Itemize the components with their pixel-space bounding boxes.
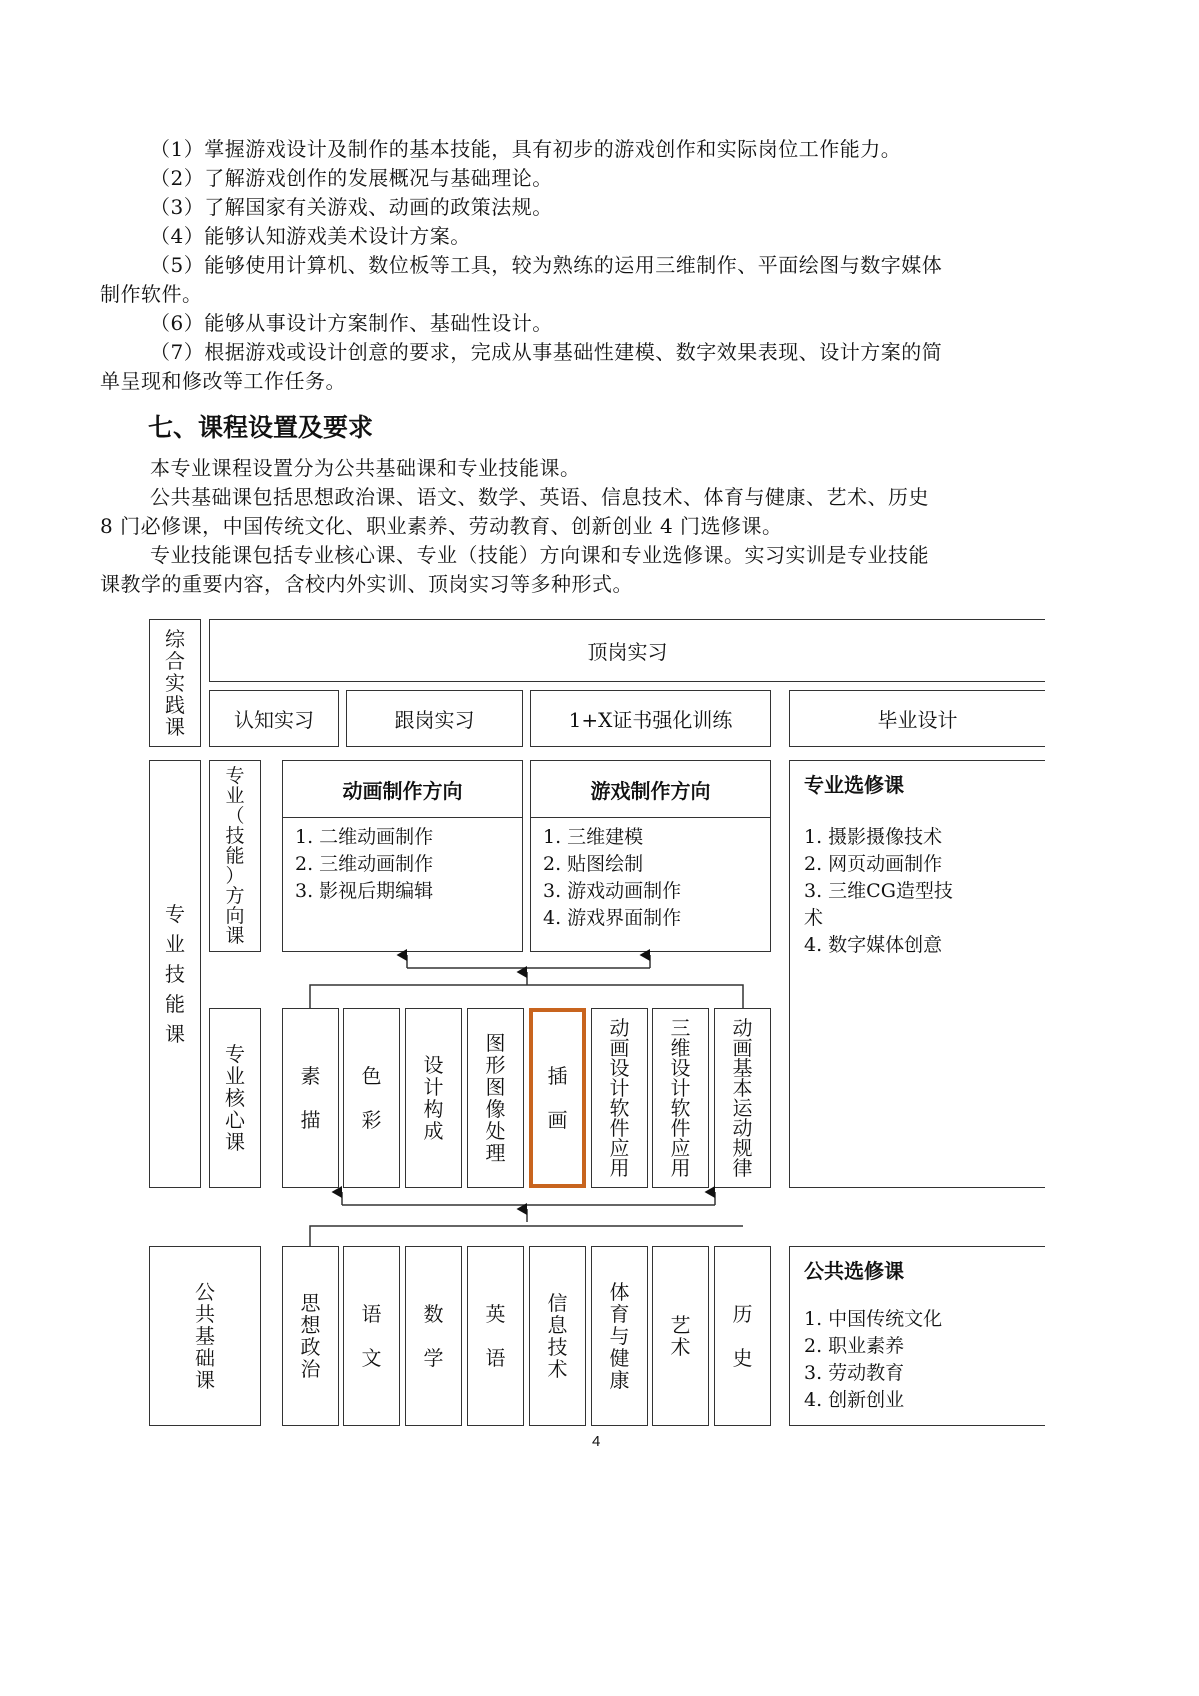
skill-paragraph-b: 课教学的重要内容，含校内外实训、顶岗实习等多种形式。 (100, 572, 633, 596)
vertical-char: 数 (423, 1302, 444, 1326)
list-item: 2. 职业素养 (804, 1335, 905, 1357)
vertical-char: 画 (609, 1036, 630, 1060)
vertical-char: 能 (165, 992, 185, 1016)
vertical-char: 插 (547, 1064, 568, 1088)
list-item: 3. 影视后期编辑 (295, 880, 434, 902)
vertical-char: 康 (609, 1368, 630, 1392)
list-item: 4. 数字媒体创意 (804, 934, 943, 956)
vertical-char: 践 (165, 693, 185, 717)
elective-title: 公共选修课 (804, 1259, 904, 1283)
vertical-char: 描 (300, 1108, 321, 1132)
vertical-char: 业 (225, 785, 245, 807)
vertical-char: 基 (732, 1056, 753, 1080)
direction-title: 动画制作方向 (283, 761, 522, 818)
practice-item-label: 跟岗实习 (394, 708, 475, 732)
vertical-char: 历 (732, 1302, 753, 1326)
vertical-char: 动 (732, 1116, 753, 1140)
public-paragraph-b: 8 门必修课，中国传统文化、职业素养、劳动教育、创新创业 4 门选修课。 (100, 514, 783, 538)
list-item: 4. 游戏界面制作 (543, 907, 682, 929)
vertical-char: 文 (361, 1346, 382, 1370)
vertical-char: 想 (300, 1313, 321, 1337)
vertical-char: 技 (165, 962, 185, 986)
list-item: 4. 创新创业 (804, 1389, 905, 1411)
objective-4: （4）能够认知游戏美术设计方案。 (150, 224, 471, 248)
vertical-char: 向 (225, 905, 245, 927)
vertical-char: 治 (300, 1357, 321, 1381)
list-item: 3. 游戏动画制作 (543, 880, 682, 902)
vertical-char: 信 (547, 1291, 568, 1315)
vertical-char: 语 (361, 1302, 382, 1326)
list-item: 3. 三维CG造型技 (804, 880, 953, 902)
vertical-char: 彩 (361, 1108, 382, 1132)
vertical-char: 件 (670, 1116, 691, 1140)
vertical-char: 心 (225, 1108, 245, 1132)
vertical-char: 术 (547, 1357, 568, 1381)
public-bracket (310, 1226, 743, 1246)
vertical-char: 应 (609, 1136, 630, 1160)
list-item: 2. 贴图绘制 (543, 853, 644, 875)
vertical-char: 件 (609, 1116, 630, 1140)
top-internship: 顶岗实习 (587, 640, 668, 664)
vertical-char: 软 (670, 1096, 691, 1120)
vertical-char: 计 (609, 1076, 630, 1100)
vertical-char: 与 (609, 1324, 630, 1348)
vertical-char: 理 (485, 1141, 506, 1165)
objective-3: （3）了解国家有关游戏、动画的政策法规。 (150, 195, 553, 219)
vertical-char: 政 (300, 1335, 321, 1359)
vertical-char: 色 (361, 1064, 382, 1088)
vertical-char: 语 (485, 1346, 506, 1370)
vertical-char: 维 (670, 1036, 691, 1060)
vertical-char: 用 (670, 1156, 691, 1180)
vertical-char: 专 (165, 902, 185, 926)
vertical-char: 动 (609, 1016, 630, 1040)
practice-item-label: 毕业设计 (877, 708, 958, 732)
vertical-char: 思 (300, 1291, 321, 1315)
intro-paragraph: 本专业课程设置分为公共基础课和专业技能课。 (150, 456, 581, 480)
list-item: 2. 网页动画制作 (804, 853, 943, 875)
vertical-char: 形 (485, 1053, 506, 1077)
vertical-char: 实 (165, 671, 185, 695)
vertical-char: 共 (195, 1302, 215, 1326)
vertical-char: 英 (485, 1302, 506, 1326)
core-bracket (310, 985, 743, 1008)
objective-1: （1）掌握游戏设计及制作的基本技能，具有初步的游戏创作和实际岗位工作能力。 (150, 137, 902, 161)
vertical-char: 基 (195, 1324, 215, 1348)
vertical-char: 三 (670, 1016, 691, 1040)
vertical-char: 成 (423, 1119, 444, 1143)
vertical-char: 专 (225, 765, 245, 787)
list-item: 1. 二维动画制作 (295, 826, 434, 848)
objective-2: （2）了解游戏创作的发展概况与基础理论。 (150, 166, 553, 190)
vertical-char: 育 (609, 1302, 630, 1326)
vertical-char: 素 (300, 1064, 321, 1088)
vertical-char: 规 (732, 1136, 753, 1160)
vertical-char: 图 (485, 1075, 506, 1099)
vertical-char: 课 (165, 715, 185, 739)
vertical-char: 设 (670, 1056, 691, 1080)
list-item: 术 (804, 907, 824, 929)
vertical-char: 术 (670, 1335, 691, 1359)
vertical-char: 处 (485, 1119, 506, 1143)
objective-7b: 单呈现和修改等工作任务。 (100, 369, 346, 393)
vertical-char: 学 (423, 1346, 444, 1370)
vertical-char: 像 (485, 1097, 506, 1121)
list-item: 3. 劳动教育 (804, 1362, 905, 1384)
objective-7a: （7）根据游戏或设计创意的要求，完成从事基础性建模、数字效果表现、设计方案的简 (150, 340, 943, 364)
vertical-char: 技 (547, 1335, 568, 1359)
list-item: 1. 中国传统文化 (804, 1308, 943, 1330)
objective-6: （6）能够从事设计方案制作、基础性设计。 (150, 311, 553, 335)
skill-paragraph-a: 专业技能课包括专业核心课、专业（技能）方向课和专业选修课。实习实训是专业技能 (150, 543, 929, 567)
list-item: 1. 摄影摄像技术 (804, 826, 943, 848)
vertical-char: 体 (609, 1280, 630, 1304)
direction-title: 游戏制作方向 (531, 761, 770, 818)
vertical-char: （ (225, 805, 245, 827)
vertical-char: 课 (225, 1130, 245, 1154)
practice-item-label: 认知实习 (234, 708, 314, 732)
vertical-char: 课 (165, 1022, 185, 1046)
vertical-char: 专 (225, 1042, 245, 1066)
vertical-char: 合 (165, 649, 185, 673)
vertical-char: 业 (165, 932, 185, 956)
vertical-char: 业 (225, 1064, 245, 1088)
objective-5b: 制作软件。 (100, 282, 203, 306)
vertical-char: 技 (225, 825, 245, 847)
vertical-char: 应 (670, 1136, 691, 1160)
list-item: 1. 三维建模 (543, 826, 644, 848)
vertical-char: 计 (423, 1075, 444, 1099)
vertical-char: 艺 (670, 1313, 691, 1337)
vertical-char: 综 (165, 627, 185, 651)
page-number: 4 (592, 1433, 601, 1450)
list-item: 2. 三维动画制作 (295, 853, 434, 875)
vertical-char: 计 (670, 1076, 691, 1100)
vertical-char: 画 (732, 1036, 753, 1060)
vertical-char: 础 (195, 1346, 215, 1370)
vertical-char: 息 (547, 1313, 568, 1337)
vertical-char: ） (225, 865, 245, 887)
vertical-char: 课 (225, 925, 245, 947)
practice-item-label: 1+X证书强化训练 (568, 708, 733, 732)
vertical-char: 图 (485, 1031, 506, 1055)
vertical-char: 画 (547, 1108, 568, 1132)
section-title: 七、课程设置及要求 (148, 413, 374, 442)
objective-5a: （5）能够使用计算机、数位板等工具，较为熟练的运用三维制作、平面绘图与数字媒体 (150, 253, 943, 277)
vertical-char: 健 (609, 1346, 630, 1370)
vertical-char: 方 (225, 885, 245, 907)
public-paragraph-a: 公共基础课包括思想政治课、语文、数学、英语、信息技术、体育与健康、艺术、历史 (150, 485, 929, 509)
vertical-char: 设 (609, 1056, 630, 1080)
elective-title: 专业选修课 (804, 773, 904, 797)
vertical-char: 构 (423, 1097, 444, 1121)
vertical-char: 公 (195, 1280, 215, 1304)
vertical-char: 律 (732, 1156, 753, 1180)
vertical-char: 能 (225, 845, 245, 867)
vertical-char: 设 (423, 1053, 444, 1077)
vertical-char: 课 (195, 1368, 215, 1392)
vertical-char: 史 (732, 1346, 753, 1370)
vertical-char: 本 (732, 1076, 753, 1100)
vertical-char: 核 (225, 1086, 245, 1110)
vertical-char: 软 (609, 1096, 630, 1120)
vertical-char: 用 (609, 1156, 630, 1180)
vertical-char: 运 (732, 1096, 753, 1120)
vertical-char: 动 (732, 1016, 753, 1040)
